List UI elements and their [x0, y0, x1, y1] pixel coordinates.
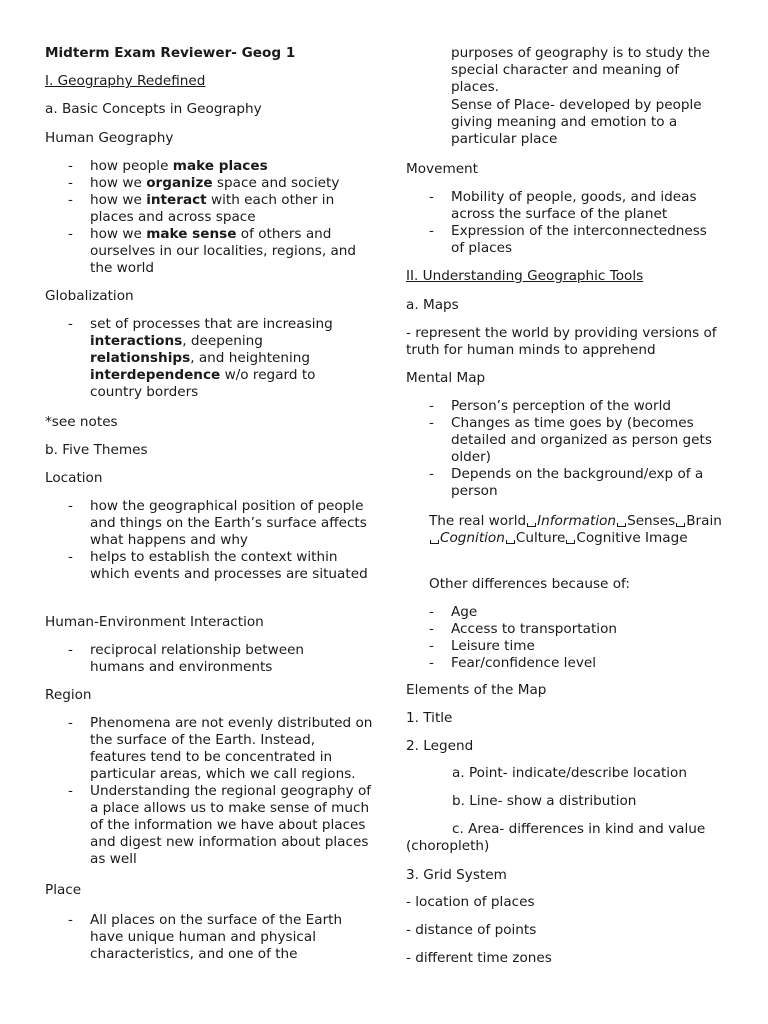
element-grid-system: 3. Grid System: [406, 867, 507, 883]
heading-elements-of-map: Elements of the Map: [406, 682, 547, 698]
heading-other-differences: Other differences because of:: [429, 576, 630, 592]
heading-place: Place: [45, 882, 82, 898]
arrow-separator-icon: [617, 523, 626, 527]
heading-human-environment-interaction: Human-Environment Interaction: [45, 614, 264, 630]
heading-globalization: Globalization: [45, 288, 134, 304]
grid-item-location: - location of places: [406, 894, 535, 910]
heading-mental-map: Mental Map: [406, 370, 486, 386]
list-item: - how we interact with each other in places and across space: [45, 192, 375, 226]
movement-list: [406, 189, 721, 257]
subheading-maps: a. Maps: [406, 297, 459, 313]
list-item: - Phenomena are not evenly distributed on the surface of the Earth. Instead, features tend to be concentrated in particular areas, which we call regions.: [45, 715, 375, 783]
grid-item-time-zones: - different time zones: [406, 950, 552, 966]
list-item: - how we make sense of others and ourselves in our localities, regions, and the world: [45, 226, 375, 277]
heading-human-geography: Human Geography: [45, 130, 174, 146]
subheading-five-themes: b. Five Themes: [45, 442, 148, 458]
heading-movement: Movement: [406, 161, 479, 177]
maps-description: - represent the world by providing versions of truth for human minds to apprehend: [406, 325, 717, 358]
list-item: - how the geographical position of people and things on the Earth’s surface affects what happens and why: [45, 498, 375, 549]
other-differences-list: [406, 604, 726, 672]
arrow-separator-icon: [506, 540, 515, 544]
arrow-separator-icon: [566, 540, 575, 544]
place-list: [45, 912, 345, 963]
sense-of-place: Sense of Place- developed by people giving meaning and emotion to a particular place: [451, 97, 702, 147]
list-item: - Expression of the interconnectedness of places: [406, 223, 721, 257]
real-world-flow: The real world Information Senses BrainCognition Culture Cognitive Image: [429, 513, 722, 546]
arrow-separator-icon: [676, 523, 685, 527]
list-item: - All places on the surface of the Earth have unique human and physical characteristics, and one of the: [45, 912, 345, 963]
list-item: - Access to transportation: [406, 621, 726, 638]
element-legend: 2. Legend: [406, 738, 474, 754]
list-item: - set of processes that are increasing interactions, deepening relationships, and heightening interdependence w/o regard to country borders: [45, 316, 345, 401]
see-notes: *see notes: [45, 414, 118, 430]
list-item: - Mobility of people, goods, and ideas across the surface of the planet: [406, 189, 721, 223]
list-item: - how people make places: [45, 158, 375, 175]
list-item: - helps to establish the context within which events and processes are situated: [45, 549, 375, 583]
legend-point: a. Point- indicate/describe location: [452, 765, 687, 781]
section-heading-geographic-tools: II. Understanding Geographic Tools: [406, 268, 644, 284]
arrow-separator-icon: [430, 540, 439, 544]
place-continuation: purposes of geography is to study the special character and meaning of places.: [451, 45, 710, 95]
list-item: - Age: [406, 604, 726, 621]
list-item: - Changes as time goes by (becomes detailed and organized as person gets older): [406, 415, 726, 466]
hei-list: [45, 642, 345, 676]
list-item: - Fear/confidence level: [406, 655, 726, 672]
arrow-separator-icon: [527, 523, 536, 527]
list-item: - reciprocal relationship between humans and environments: [45, 642, 345, 676]
element-title: 1. Title: [406, 710, 453, 726]
list-item: - Depends on the background/exp of a person: [406, 466, 726, 500]
grid-item-distance: - distance of points: [406, 922, 537, 938]
region-list: [45, 715, 375, 868]
legend-line: b. Line- show a distribution: [452, 793, 637, 809]
document-title: Midterm Exam Reviewer- Geog 1: [45, 45, 296, 61]
list-item: - Understanding the regional geography of a place allows us to make sense of much of the information we have about places and digest new information about places as well: [45, 783, 375, 868]
legend-area: c. Area- differences in kind and value (choropleth): [406, 821, 706, 854]
heading-region: Region: [45, 687, 92, 703]
location-list: [45, 498, 375, 583]
heading-location: Location: [45, 470, 103, 486]
mental-map-list: [406, 398, 726, 500]
human-geography-list: [45, 158, 375, 277]
list-item: - Leisure time: [406, 638, 726, 655]
subheading-basic-concepts: a. Basic Concepts in Geography: [45, 101, 262, 117]
globalization-list: [45, 316, 345, 401]
list-item: - how we organize space and society: [45, 175, 375, 192]
section-heading-geography-redefined: I. Geography Redefined: [45, 73, 206, 89]
list-item: - Person’s perception of the world: [406, 398, 726, 415]
